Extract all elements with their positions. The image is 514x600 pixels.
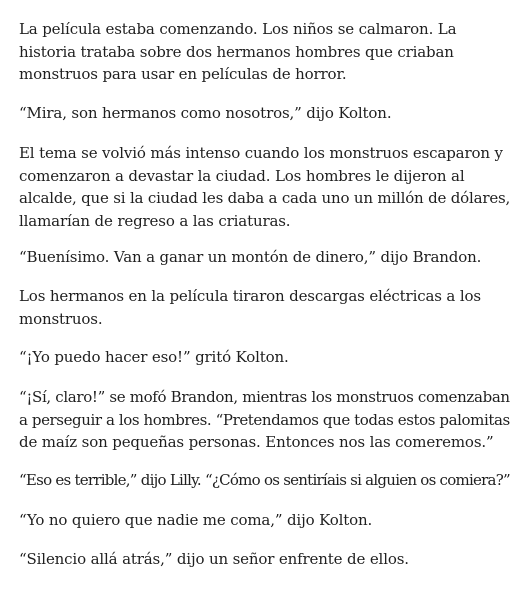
paragraph-1 [19,18,499,86]
paragraph-9 [19,509,499,532]
text-line: de maíz son pequeñas personas. Entonces nos las comeremos.” [19,433,494,452]
text-line: El tema se volvió más intenso cuando los monstruos escaparon y [19,144,503,162]
text-line: “Yo no quiero que nadie me coma,” dijo Kolton. [19,511,373,529]
text-line: “¡Sí, claro!” se mofó Brandon, mientras los monstruos comenzaban [19,388,510,406]
text-line: Los hermanos en la película tiraron descargas eléctricas a los [19,287,481,305]
text-line: alcalde, que si la ciudad les daba a cada uno un millón de dólares, [19,189,511,208]
text-line: “Eso es terrible,” dijo Lilly. “¿Cómo os sentiríais si alguien os comiera?” [19,471,510,489]
paragraph-2 [19,102,499,125]
text-line: comenzaron a devastar la ciudad. Los hombres le dijeron al [19,166,465,185]
text-line: “Buenísimo. Van a ganar un montón de dinero,” dijo Brandon. [19,248,482,266]
text-line: monstruos. [19,309,103,328]
paragraph-5 [19,285,499,330]
paragraph-7 [19,386,510,454]
paragraph-4 [19,246,499,269]
text-line: llamarían de regreso a las criaturas. [19,211,291,230]
text-line: a perseguir a los hombres. “Pretendamos que todas estos palomitas [19,410,510,429]
text-line: “¡Yo puedo hacer eso!” gritó Kolton. [19,348,289,366]
text-line: La película estaba comenzando. Los niños se calmaron. La [19,20,457,38]
paragraph-10 [19,548,499,571]
paragraph-6 [19,346,499,369]
text-line: “Mira, son hermanos como nosotros,” dijo Kolton. [19,104,392,122]
text-line: monstruos para usar en películas de horror. [19,65,347,84]
text-line: historia trataba sobre dos hermanos hombres que criaban [19,42,454,61]
paragraph-8 [19,469,510,492]
paragraph-3 [19,142,511,232]
text-line: “Silencio allá atrás,” dijo un señor enfrente de ellos. [19,550,409,568]
